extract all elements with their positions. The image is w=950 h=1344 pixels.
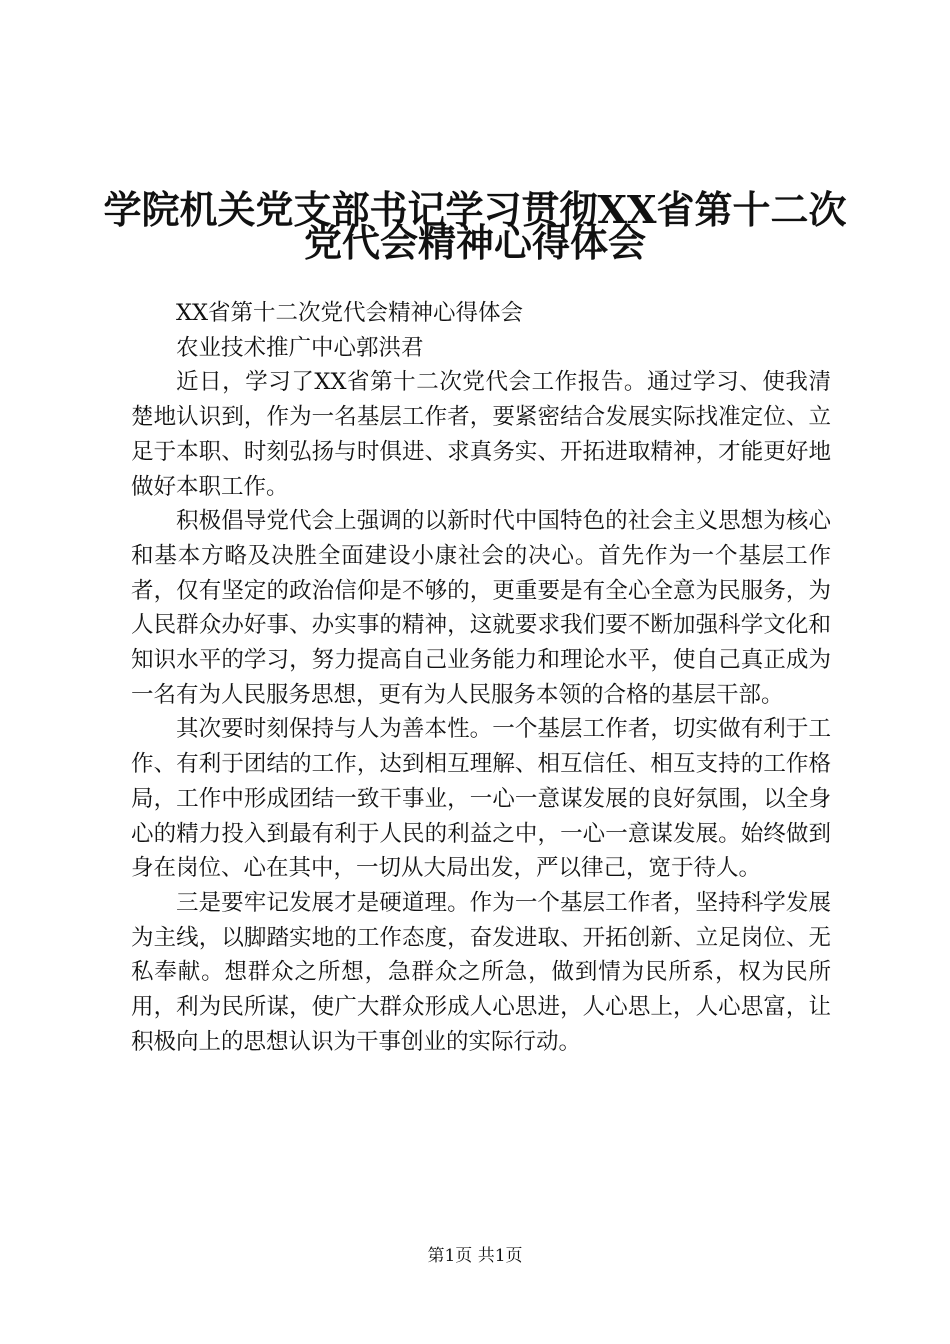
document-body	[131, 296, 831, 1059]
document-title-line-2: 党代会精神心得体会	[303, 220, 646, 265]
body-paragraph: 近日，学习了XX省第十二次党代会工作报告。通过学习、使我清楚地认识到，作为一名基层工作者，要紧密结合发展实际找准定位、立足于本职、时刻弘扬与时俱进、求真务实、开拓进取精神，才能更好地做好本职工作。	[131, 369, 831, 500]
document-title-line-1: 学院机关党支部书记学习贯彻XX省第十二次	[103, 187, 847, 232]
author-paragraph: 农业技术推广中心郭洪君	[176, 334, 424, 361]
body-paragraph: 积极倡导党代会上强调的以新时代中国特色的社会主义思想为核心和基本方略及决胜全面建设小康社会的决心。首先作为一个基层工作者，仅有坚定的政治信仰是不够的，更重要是有全心全意为民服务，为人民群众办好事、办实事的精神，这就要求我们要不断加强科学文化和知识水平的学习，努力提高自己业务能力和理论水平，使自己真正成为一名有为人民服务思想，更有为人民服务本领的合格的基层干部。	[131, 508, 831, 708]
body-paragraph: 其次要时刻保持与人为善本性。一个基层工作者，切实做有利于工作、有利于团结的工作，达到相互理解、相互信任、相互支持的工作格局，工作中形成团结一致干事业，一心一意谋发展的良好氛围，以全身心的精力投入到最有利于人民的利益之中，一心一意谋发展。始终做到身在岗位、心在其中，一切从大局出发，严以律己，宽于待人。	[131, 716, 831, 882]
page-footer: 第1页 共1页	[427, 1246, 523, 1266]
subtitle-paragraph: XX省第十二次党代会精神心得体会	[176, 300, 524, 326]
body-paragraph: 三是要牢记发展才是硬道理。作为一个基层工作者，坚持科学发展为主线，以脚踏实地的工作态度，奋发进取、开拓创新、立足岗位、无私奉献。想群众之所想，急群众之所急，做到情为民所系，权为民所用，利为民所谋，使广大群众形成人心思进，人心思上，人心思富，让积极向上的思想认识为干事创业的实际行动。	[131, 889, 831, 1055]
